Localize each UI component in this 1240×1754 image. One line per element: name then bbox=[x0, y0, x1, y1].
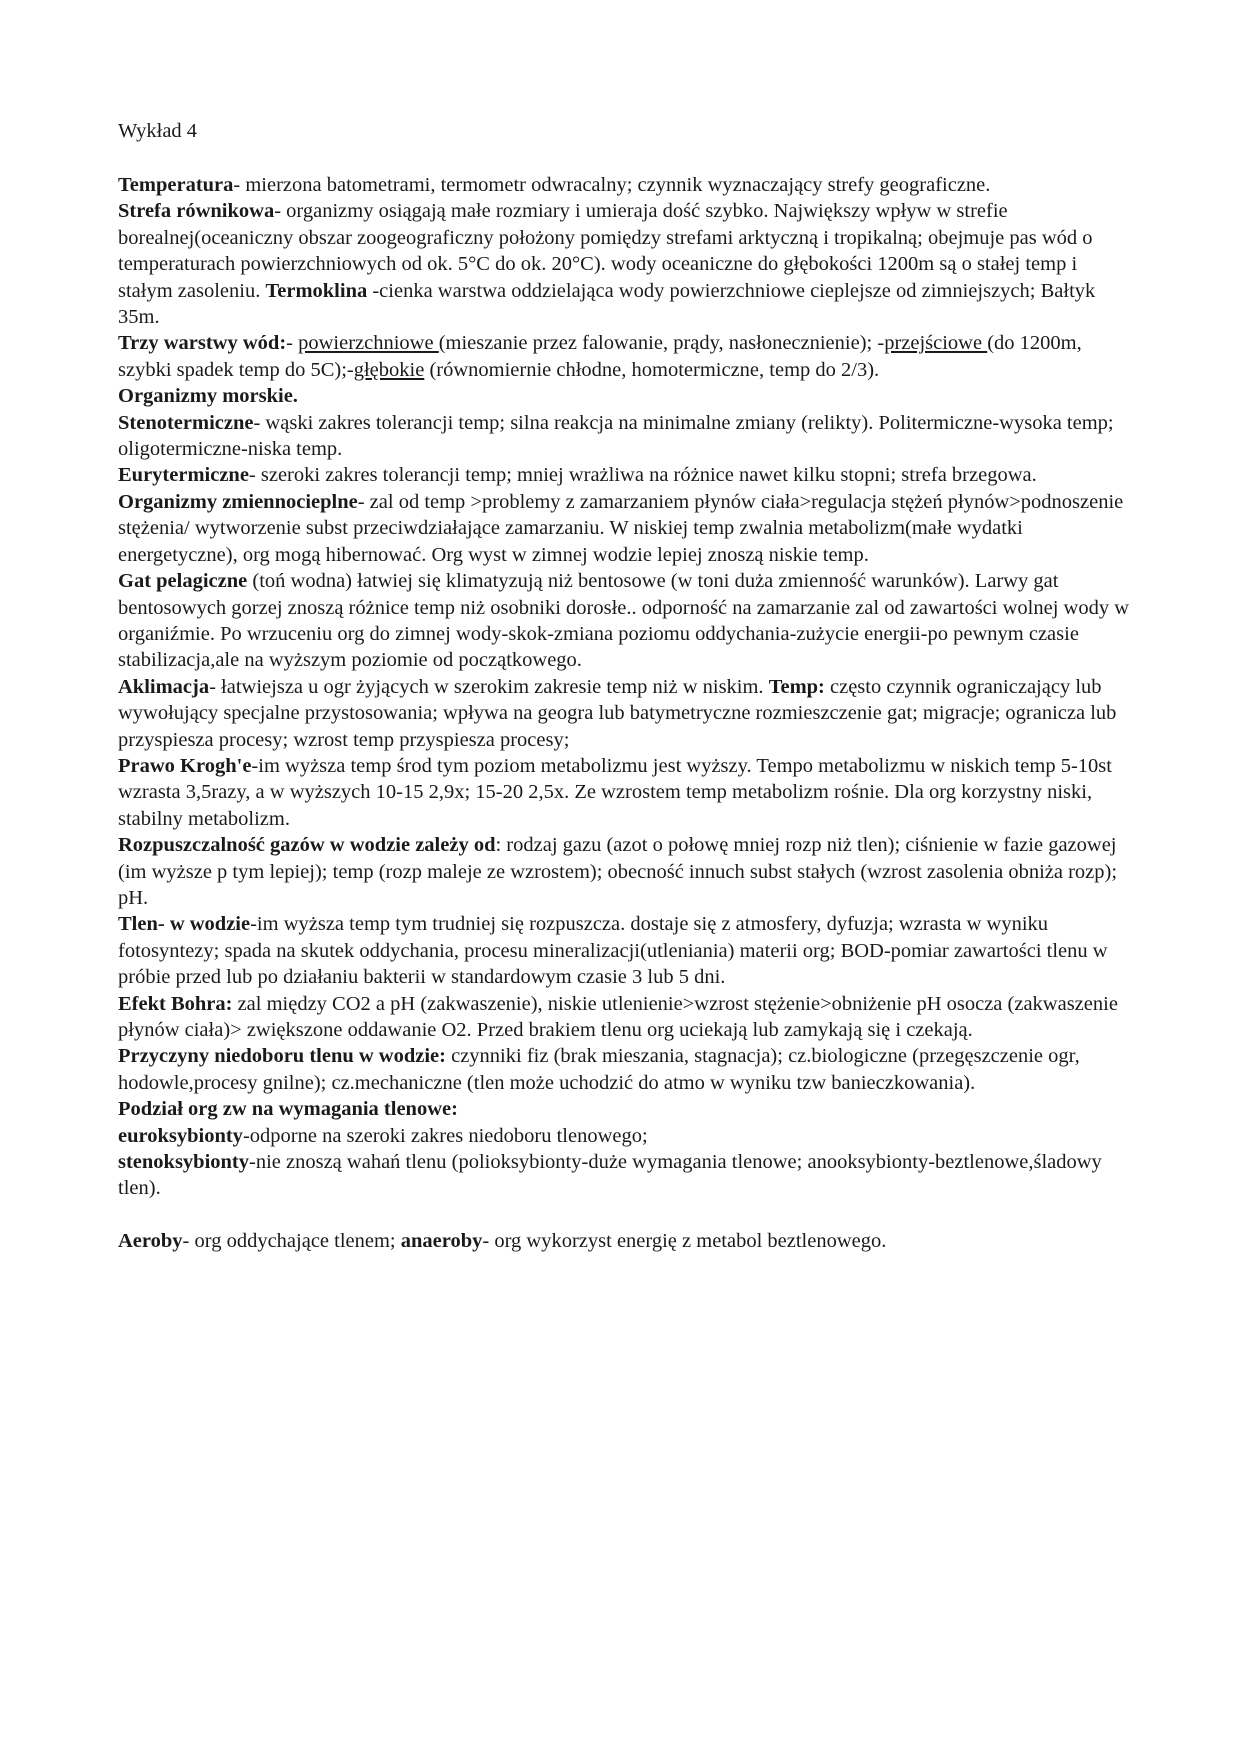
term-eurytermiczne: Eurytermiczne bbox=[118, 464, 249, 487]
paragraph-przyczyny bbox=[118, 1043, 1130, 1096]
term-powierzchniowe: powierzchniowe bbox=[298, 332, 439, 355]
term-prawo-krogh: Prawo Krogh'e bbox=[118, 754, 252, 777]
text-temp: często czynnik ograniczający lub wywołujący specjalne przystosowania; wpływa na geogra lub batymetryczne rozmieszczenie gat; migracje; ogranicza lub przyspiesza procesy; wzrost temp przyspiesza procesy; bbox=[118, 675, 1117, 751]
text-aklimacja: - łatwiejsza u ogr żyjących w szerokim zakresie temp niż w niskim. bbox=[209, 675, 769, 698]
term-euroksybionty: euroksybionty bbox=[118, 1124, 243, 1147]
term-stenoksybionty: stenoksybionty bbox=[118, 1151, 250, 1174]
term-strefa-rownikowa: Strefa równikowa bbox=[118, 200, 275, 223]
paragraph-krogh bbox=[118, 753, 1130, 832]
heading-organizmy-morskie: Organizmy morskie. bbox=[118, 385, 298, 408]
document-title: Wykład 4 bbox=[118, 120, 198, 142]
term-glebokie: głębokie bbox=[353, 358, 425, 381]
document-body bbox=[118, 172, 1130, 1255]
paragraph-euroksybionty bbox=[118, 1123, 1130, 1149]
text-rozpuszczalnosc: : rodzaj gazu (azot o połowę mniej rozp niż tlen); ciśnienie w fazie gazowej (im wyższe p tym lepiej); temp (rozp maleje ze wzrostem); obecność innuch subst stałych (wzrost zasolenia obniża rozp); pH. bbox=[118, 834, 1118, 909]
paragraph-warstwy bbox=[118, 330, 1130, 383]
text-zmiennocieplne: - zal od temp >problemy z zamarzaniem płynów ciała>regulacja stężeń płynów>podnoszenie stężenia/ wytworzenie subst przeciwdziałające zamarzaniu. W niskiej temp zwalnia metabolizm(małe wydatki energetyczne), org mogą hibernować. Org wyst w zimnej wodzie lepiej znoszą niskie temp. bbox=[118, 490, 1124, 566]
text-temperatura: - mierzona batometrami, termometr odwracalny; czynnik wyznaczający strefy geograficzne. bbox=[233, 174, 991, 196]
paragraph-stenoksybionty bbox=[118, 1149, 1130, 1202]
term-zmiennocieplne: Organizmy zmiennocieplne bbox=[118, 490, 358, 513]
text-tlen: -im wyższa temp tym trudniej się rozpuszcza. dostaje się z atmosfery, dyfuzja; wzrasta w wyniku fotosyntezy; spada na skutek oddychania, procesu mineralizacji(utleniania) materii org; BOD-pomiar zawartości tlenu w próbie przed lub po działaniu bakterii w standardowym czasie 3 lub 5 dni. bbox=[118, 913, 1108, 989]
text-euroksybionty: -odporne na szeroki zakres niedoboru tlenowego; bbox=[242, 1124, 648, 1147]
text-warstwy-dash: - bbox=[286, 332, 299, 355]
paragraph-strefa bbox=[118, 198, 1130, 330]
paragraph-podzial bbox=[118, 1096, 1130, 1122]
text-przyczyny: czynniki fiz (brak mieszania, stagnacja); cz.biologiczne (przegęszczenie ogr, hodowle,procesy gnilne); cz.mechaniczne (tlen może uchodzić do atmo w wyniku tzw banieczkowania). bbox=[118, 1045, 1080, 1094]
paragraph-rozpuszczalnosc bbox=[118, 832, 1130, 911]
text-powierzchniowe: (mieszanie przez falowanie, prądy, nasłonecznienie); - bbox=[438, 332, 885, 355]
paragraph-zmiennocieplne bbox=[118, 489, 1130, 568]
term-przyczyny: Przyczyny niedoboru tlenu w wodzie: bbox=[118, 1045, 446, 1068]
paragraph-tlen bbox=[118, 911, 1130, 990]
heading-podzial: Podział org zw na wymagania tlenowe: bbox=[118, 1098, 458, 1121]
paragraph-eurytermiczne bbox=[118, 462, 1130, 488]
text-glebokie: (równomiernie chłodne, homotermiczne, temp do 2/3). bbox=[424, 358, 880, 381]
text-przejsciowe: (do 1200m, szybki spadek temp do 5C);- bbox=[118, 332, 1082, 381]
text-termoklina: -cienka warstwa oddzielająca wody powierzchniowe cieplejsze od zimniejszych; Bałtyk 35m. bbox=[118, 279, 1096, 329]
term-tlen-w-wodzie: Tlen- w wodzie bbox=[118, 913, 251, 936]
term-rozpuszczalnosc: Rozpuszczalność gazów w wodzie zależy od bbox=[118, 834, 496, 857]
text-aeroby: - org oddychające tlenem; bbox=[182, 1230, 401, 1253]
text-efekt-bohra: zal między CO2 a pH (zakwaszenie), niskie utlenienie>wzrost stężenie>obniżenie pH osocza (zakwaszenie płynów ciała)> zwiększone oddawanie O2. Przed brakiem tlenu org uciekają lub zamykają się i czekają. bbox=[118, 992, 1118, 1041]
paragraph-organizmy-morskie bbox=[118, 383, 1130, 409]
term-temperatura: Temperatura bbox=[118, 174, 234, 196]
text-krogh: -im wyższa temp środ tym poziom metabolizmu jest wyższy. Tempo metabolizmu w niskich temp 5-10st wzrasta 3,5razy, a w wyższych 10-15 2,9x; 15-20 2,5x. Ze wzrostem temp metabolizm rośnie. Dla org korzystny niski, stabilny metabolizm. bbox=[118, 754, 1112, 830]
text-stenotermiczne: - wąski zakres tolerancji temp; silna reakcja na minimalne zmiany (relikty). Politermiczne-wysoka temp; oligotermiczne-niska temp. bbox=[118, 411, 1114, 461]
paragraph-efekt-bohra bbox=[118, 991, 1130, 1044]
term-aeroby: Aeroby bbox=[118, 1230, 183, 1253]
text-stenoksybionty: -nie znoszą wahań tlenu (polioksybionty-duże wymagania tlenowe; anooksybionty-beztlenowe,śladowy tlen). bbox=[118, 1151, 1102, 1200]
term-przejsciowe: przejściowe bbox=[884, 332, 988, 355]
text-eurytermiczne: - szeroki zakres tolerancji temp; mniej wrażliwa na różnice nawet kilku stopni; strefa brzegowa. bbox=[248, 464, 1037, 487]
paragraph-stenotermiczne bbox=[118, 410, 1130, 463]
text-pelagiczne: (toń wodna) łatwiej się klimatyzują niż bentosowe (w toni duża zmienność warunków). Larwy gat bentosowych gorzej znoszą różnice temp niż osobniki dorosłe.. odporność na zamarzanie zal od zawartości wolnej wody w organiźmie. Po wrzuceniu org do zimnej wody-skok-zmiana poziomu oddychania-zużycie energii-po pewnym czasie stabilizacja,ale na wyższym poziomie od początkowego. bbox=[118, 570, 1129, 672]
term-anaeroby: anaeroby bbox=[400, 1230, 483, 1253]
term-trzy-warstwy: Trzy warstwy wód: bbox=[118, 332, 287, 355]
term-stenotermiczne: Stenotermiczne bbox=[118, 411, 254, 434]
term-gat-pelagiczne: Gat pelagiczne bbox=[118, 570, 248, 593]
blank-line bbox=[118, 1202, 1130, 1228]
paragraph-pelagiczne bbox=[118, 568, 1130, 674]
paragraph-aklimacja bbox=[118, 674, 1130, 753]
term-efekt-bohra: Efekt Bohra: bbox=[118, 992, 233, 1015]
term-termoklina: Termoklina bbox=[265, 279, 368, 302]
paragraph-temperatura bbox=[118, 172, 1130, 198]
term-aklimacja: Aklimacja bbox=[118, 675, 210, 698]
text-anaeroby: - org wykorzyst energię z metabol beztlenowego. bbox=[482, 1230, 887, 1253]
paragraph-aeroby bbox=[118, 1228, 1130, 1254]
term-temp: Temp: bbox=[768, 675, 825, 698]
text-strefa: - organizmy osiągają małe rozmiary i umieraja dość szybko. Największy wpływ w strefie borealnej(oceaniczny obszar zoogeograficzny położony pomiędzy strefami arktyczną i tropikalną; obejmuje pas wód o temperaturach powierzchniowych od ok. 5°C do ok. 20°C). wody oceaniczne do głębokości 1200m są o stałej temp i stałym zasoleniu. bbox=[118, 200, 1093, 302]
